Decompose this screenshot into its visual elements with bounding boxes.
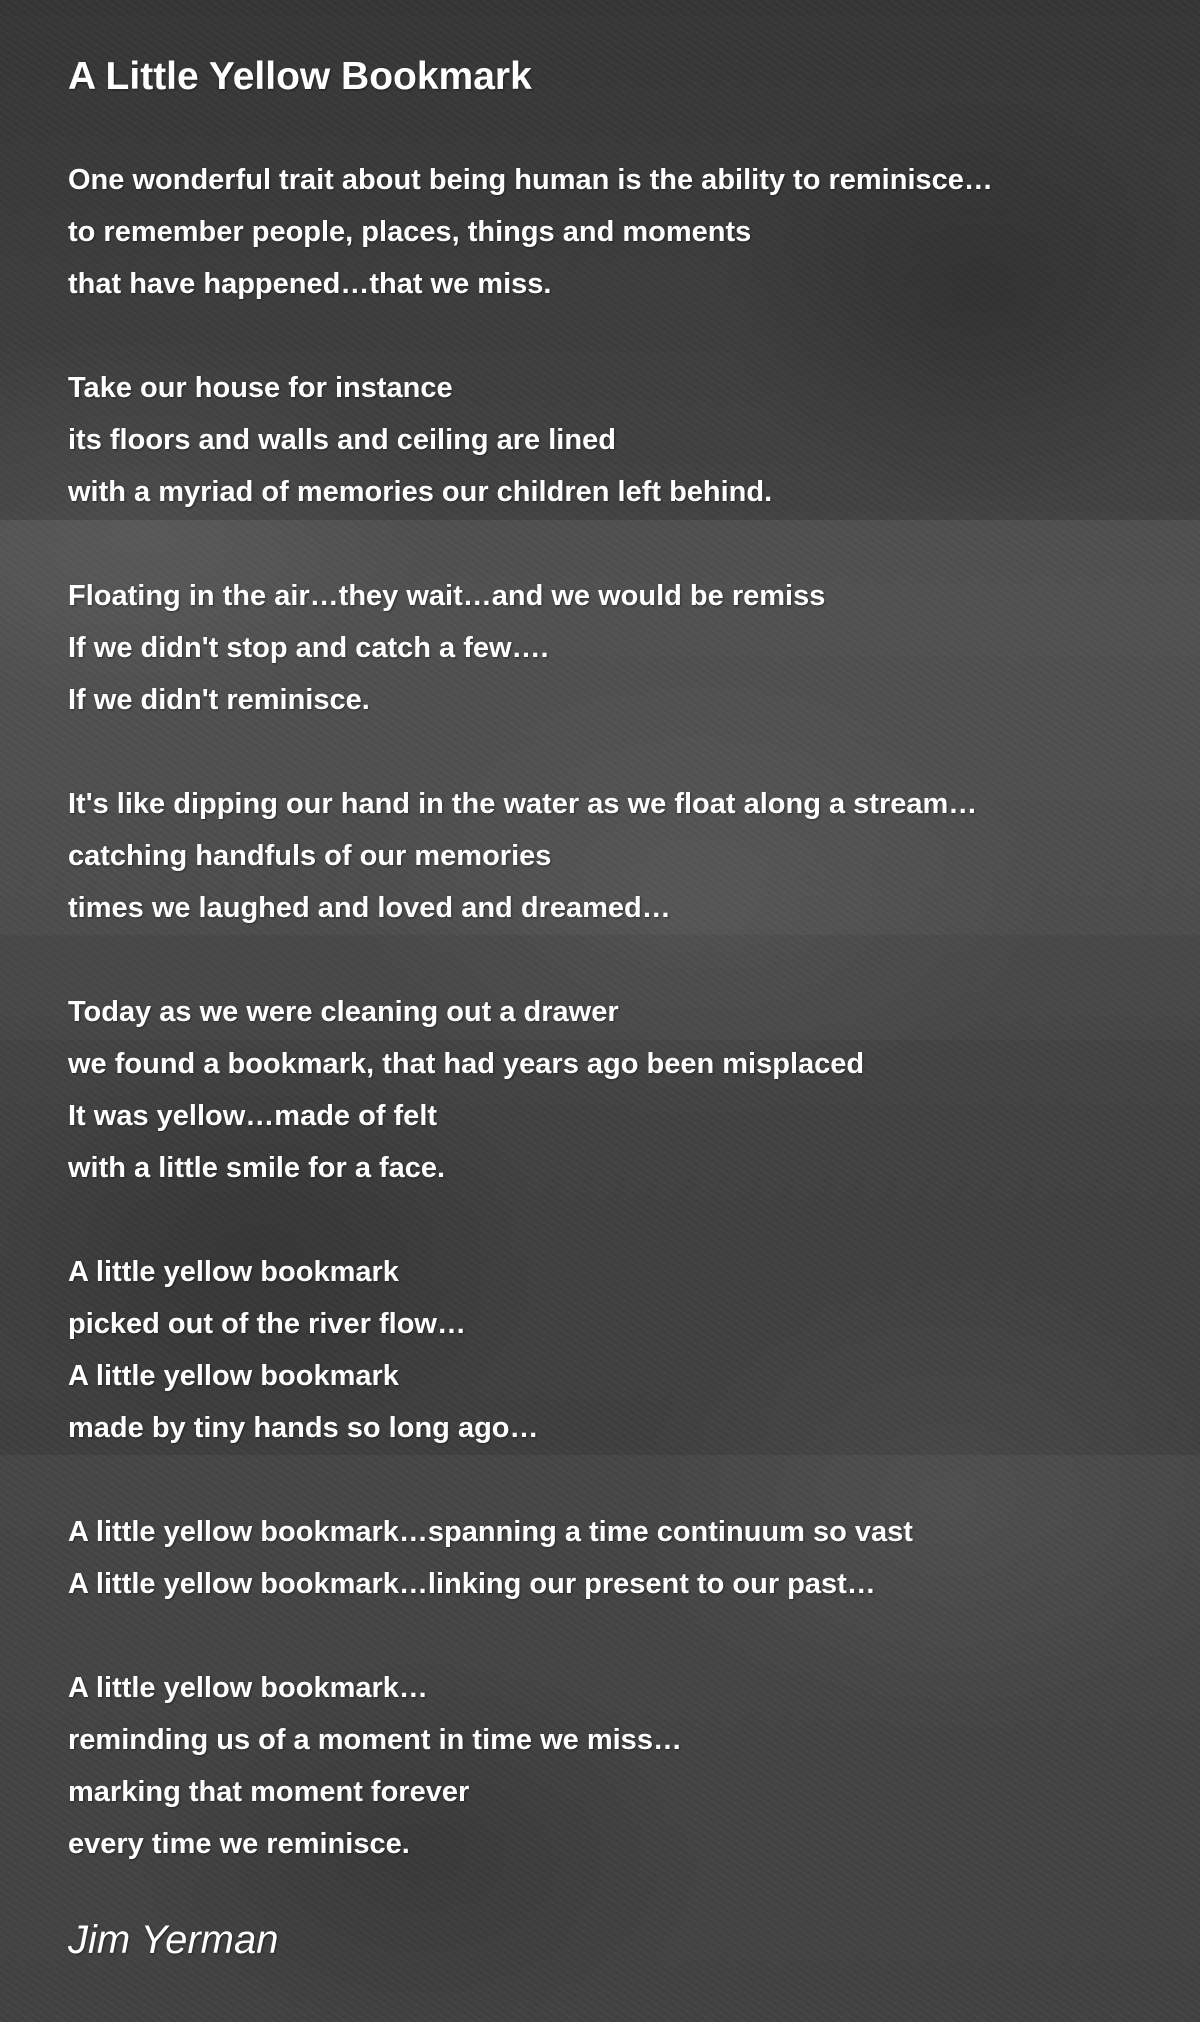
poem-line: It was yellow…made of felt [68,1100,438,1132]
poem-line: If we didn't reminisce. [68,684,370,716]
poem-line: catching handfuls of our memories [68,840,552,872]
poem-stanza [68,778,1148,934]
poem-body [68,154,1148,1870]
poem-line: Today as we were cleaning out a drawer [68,996,619,1028]
poem-line: we found a bookmark, that had years ago been misplaced [68,1048,865,1080]
poem-stanza [68,986,1148,1194]
poem-line: If we didn't stop and catch a few…. [68,632,549,664]
poem-stanza [68,1506,1148,1610]
poem-line: made by tiny hands so long ago… [68,1412,539,1444]
poem-line: times we laughed and loved and dreamed… [68,892,671,924]
poem-line: A little yellow bookmark [68,1360,399,1392]
poem-stanza [68,1246,1148,1454]
poem-line: every time we reminisce. [68,1828,410,1860]
poem-stanza [68,362,1148,518]
poem-line: that have happened…that we miss. [68,268,552,300]
poem-line: to remember people, places, things and moments [68,216,752,248]
poem-line: Take our house for instance [68,372,453,404]
poem-line: A little yellow bookmark [68,1256,399,1288]
poem-author: Jim Yerman [68,1918,279,1962]
poem-line: with a myriad of memories our children left behind. [68,476,773,508]
poem-line: picked out of the river flow… [68,1308,466,1340]
poem-line: marking that moment forever [68,1776,470,1808]
poem-stanza [68,1662,1148,1870]
poem-stanza [68,570,1148,726]
poem-line: reminding us of a moment in time we miss… [68,1724,682,1756]
poem-line: its floors and walls and ceiling are lined [68,424,616,456]
poem-card [68,52,1148,1966]
poem-line: with a little smile for a face. [68,1152,446,1184]
poem-line: A little yellow bookmark… [68,1672,428,1704]
poem-line: Floating in the air…they wait…and we would be remiss [68,580,826,612]
poem-stanza [68,154,1148,310]
poem-line: One wonderful trait about being human is the ability to reminisce… [68,164,993,196]
poem-line: It's like dipping our hand in the water as we float along a stream… [68,788,978,820]
poem-title: A Little Yellow Bookmark [68,55,532,98]
poem-line: A little yellow bookmark…linking our present to our past… [68,1568,876,1600]
poem-line: A little yellow bookmark…spanning a time continuum so vast [68,1516,913,1548]
